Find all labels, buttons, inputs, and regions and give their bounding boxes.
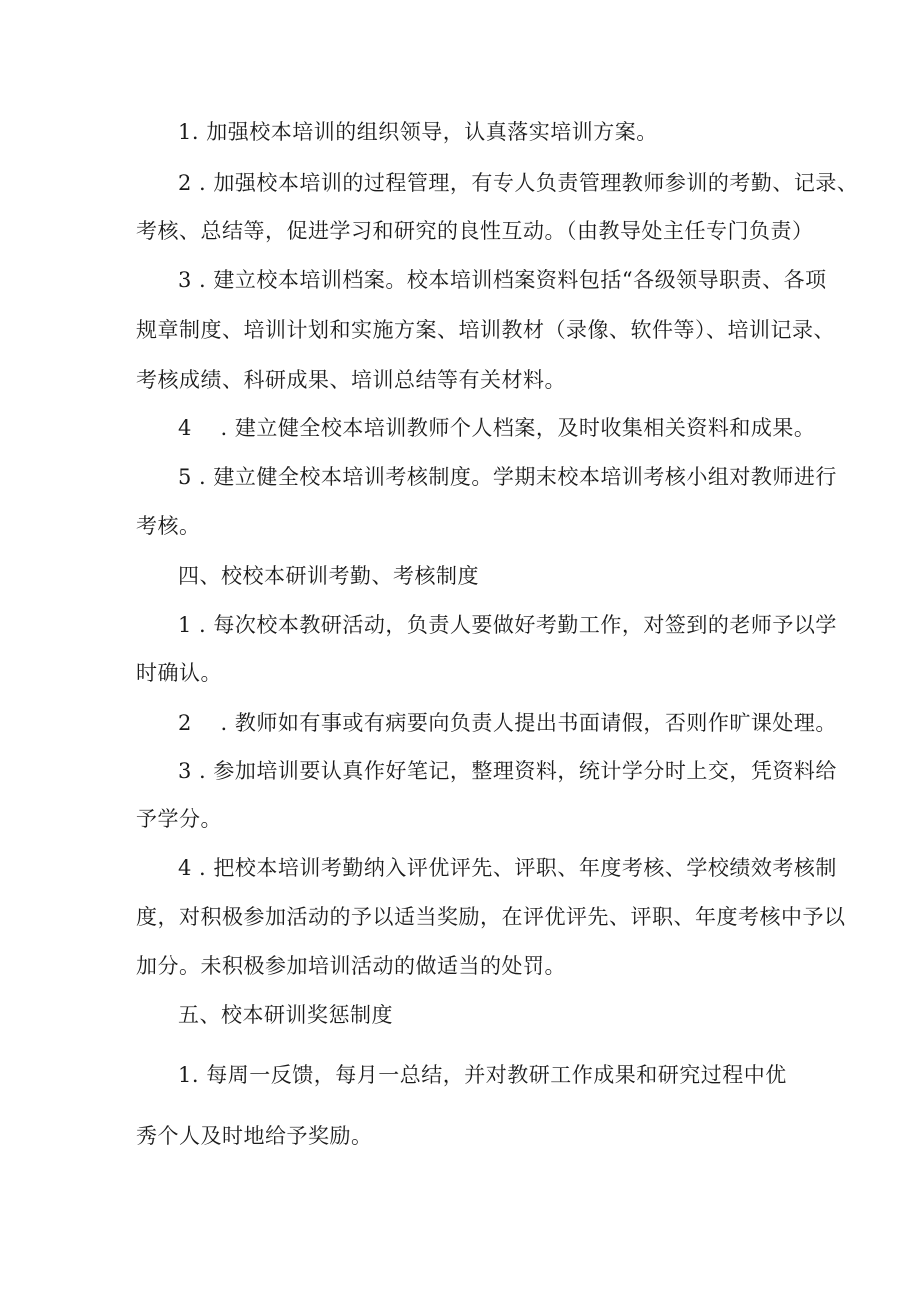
s5-item-1-line-1: 1. 每周一反馈，每月一总结，并对教研工作成果和研究过程中优 — [178, 1063, 787, 1087]
s4-item-3-line-1: 3 . 参加培训要认真作好笔记，整理资料，统计学分时上交，凭资料给 — [178, 759, 837, 783]
item-3-line-2: 规章制度、培训计划和实施方案、培训教材（录像、软件等）、培训记录、 — [136, 318, 835, 342]
s4-item-4-line-1: 4 . 把校本培训考勤纳入评优评先、评职、年度考核、学校绩效考核制 — [178, 856, 837, 880]
s4-item-1-line-1: 1 . 每次校本教研活动，负责人要做好考勤工作，对签到的老师予以学 — [178, 613, 837, 637]
item-1-line: 1. 加强校本培训的组织领导，认真落实培训方案。 — [178, 120, 658, 144]
s5-item-1-line-2: 秀个人及时地给予奖励。 — [136, 1124, 373, 1148]
item-5-line-2: 考核。 — [136, 514, 201, 538]
item-3-line-1: 3 . 建立校本培训档案。校本培训档案资料包括“各级领导职责、各项 — [178, 268, 827, 292]
s4-item-1-line-2: 时确认。 — [136, 661, 222, 685]
s4-item-4-line-3: 加分。未积极参加培训活动的做适当的处罚。 — [136, 954, 566, 978]
item-4-line: 4 . 建立健全校本培训教师个人档案，及时收集相关资料和成果。 — [178, 416, 816, 440]
item-5-line-1: 5 . 建立健全校本培训考核制度。学期末校本培训考核小组对教师进行 — [178, 465, 837, 489]
item-2-line-2: 考核、总结等，促进学习和研究的良性互动。（由教导处主任专门负责） — [136, 219, 814, 243]
s4-item-3-line-2: 予学分。 — [136, 807, 222, 831]
section-5-heading: 五、校本研训奖惩制度 — [178, 1003, 393, 1027]
section-4-heading: 四、校校本研训考勤、考核制度 — [178, 564, 479, 588]
item-3-line-3: 考核成绩、科研成果、培训总结等有关材料。 — [136, 368, 566, 392]
s4-item-4-line-2: 度，对积极参加活动的予以适当奖励，在评优评先、评职、年度考核中予以 — [136, 905, 846, 929]
item-2-line-1: 2 . 加强校本培训的过程管理，有专人负责管理教师参训的考勤、记录、 — [178, 171, 859, 195]
s4-item-2-line: 2 . 教师如有事或有病要向负责人提出书面请假，否则作旷课处理。 — [178, 711, 837, 735]
